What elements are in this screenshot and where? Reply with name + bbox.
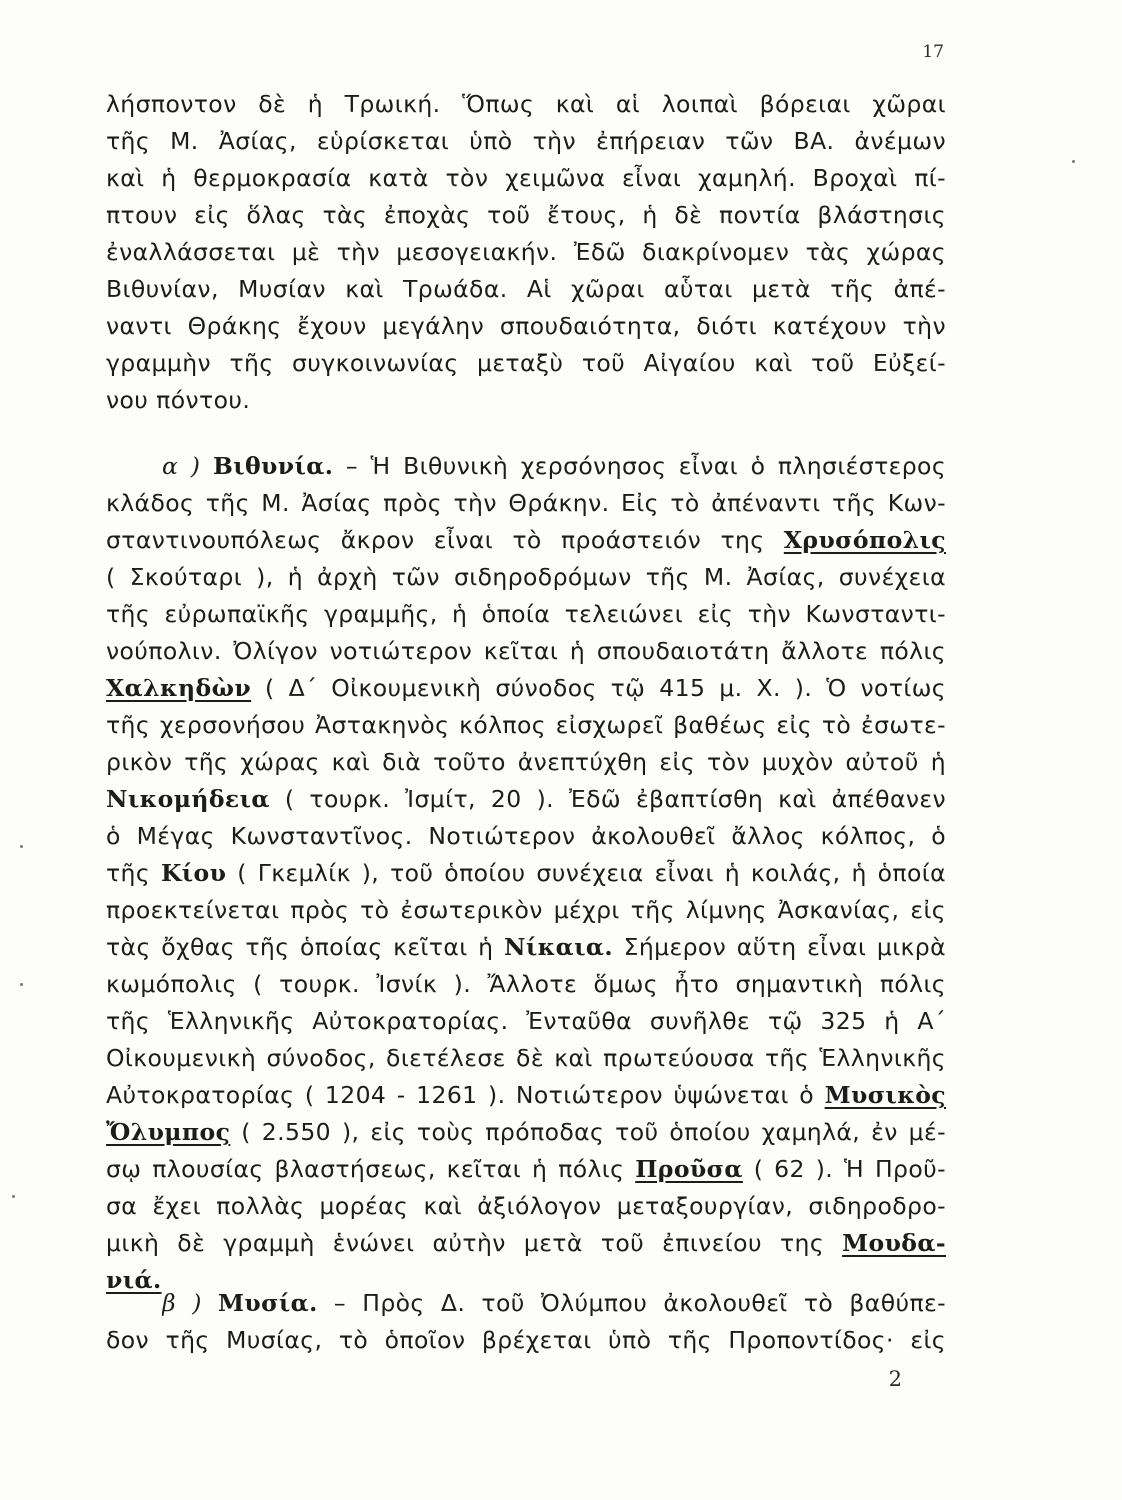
place-name-chalcedon: Χαλκηδὼν bbox=[106, 674, 252, 702]
text-line bbox=[106, 522, 946, 558]
scan-speck bbox=[12, 1195, 15, 1198]
text-line: ναντι Θράκης ἔχουν μεγάλην σπουδαιότητα, διότι κατέχουν τὴν bbox=[106, 312, 946, 340]
text-line: κωμόπολις ( τουρκ. Ἰσνίκ ). Ἄλλοτε ὅμως ἦτο σημαντικὴ πόλις bbox=[106, 970, 946, 998]
place-name-moudania-end: νιά. bbox=[106, 1266, 162, 1294]
section-marker: β ) bbox=[162, 1289, 202, 1317]
text-line bbox=[106, 1077, 946, 1113]
text-line: τῆς εὐρωπαϊκῆς γραμμῆς, ἡ ὁποία τελειώνει εἰς τὴν Κωνσταντι- bbox=[106, 600, 946, 628]
page-number: 17 bbox=[922, 42, 944, 62]
text-run: τῆς bbox=[106, 859, 151, 887]
text-line bbox=[106, 1225, 946, 1261]
text-line: πτουν εἰς ὅλας τὰς ἐποχὰς τοῦ ἔτους, ἡ δὲ ποντία βλάστησις bbox=[106, 201, 946, 229]
text-run: ( 2.550 ), εἰς τοὺς πρόποδας τοῦ ὁποίου χαμηλά, ἐν μέ- bbox=[241, 1118, 946, 1146]
section-marker: α ) bbox=[162, 452, 201, 480]
text-line: καὶ ἡ θερμοκρασία κατὰ τὸν χειμῶνα εἶναι χαμηλή. Βροχαὶ πί- bbox=[106, 164, 946, 192]
scan-speck bbox=[20, 983, 23, 986]
text-run: ( Γκεμλίκ ), τοῦ ὁποίου συνέχεια εἶναι ἡ κοιλάς, ἡ ὁποία bbox=[237, 859, 946, 887]
place-name-mysian-olympus: Μυσικὸς bbox=[824, 1081, 946, 1109]
scan-speck bbox=[1072, 160, 1075, 163]
place-name-nicomedia: Νικομήδεια bbox=[106, 785, 270, 813]
scan-speck bbox=[20, 845, 23, 848]
text-run: τὰς ὄχθας τῆς ὁποίας κεῖται ἡ bbox=[106, 933, 494, 961]
text-line: ( Σκούταρι ), ἡ ἀρχὴ τῶν σιδηροδρόμων τῆς Μ. Ἀσίας, συνέχεια bbox=[106, 563, 946, 591]
text-line: ἐναλλάσσεται μὲ τὴν μεσογειακήν. Ἐδῶ διακρίνομεν τὰς χώρας bbox=[106, 238, 946, 266]
text-line: κλάδος τῆς Μ. Ἀσίας πρὸς τὴν Θράκην. Εἰς τὸ ἀπέναντι τῆς Κων- bbox=[106, 489, 946, 517]
section-heading-line bbox=[162, 1285, 946, 1321]
text-run: ( 62 ). Ἡ Προῦ- bbox=[753, 1155, 946, 1183]
text-run: μικὴ δὲ γραμμὴ ἑνώνει αὐτὴν μετὰ τοῦ ἐπινείου της bbox=[106, 1229, 825, 1257]
text-line bbox=[106, 855, 946, 891]
place-name-nicaea: Νίκαια. bbox=[504, 933, 614, 961]
text-line: νου πόντου. bbox=[106, 386, 251, 414]
text-line: γραμμὴν τῆς συγκοινωνίας μεταξὺ τοῦ Αἰγαίου καὶ τοῦ Εὐξεί- bbox=[106, 349, 946, 377]
place-name-kios: Κίου bbox=[160, 859, 227, 887]
text-line: νούπολιν. Ὀλίγον νοτιώτερον κεῖται ἡ σπουδαιοτάτη ἄλλοτε πόλις bbox=[106, 637, 946, 665]
text-run: – Πρὸς Δ. τοῦ Ὀλύμπου ἀκολουθεῖ τὸ βαθύπε- bbox=[333, 1289, 946, 1317]
text-line: τῆς Ἑλληνικῆς Αὐτοκρατορίας. Ἐνταῦθα συνῆλθε τῷ 325 ἡ Α΄ bbox=[106, 1007, 946, 1035]
section-title: Βιθυνία. bbox=[212, 452, 334, 480]
text-line: σα ἔχει πολλὰς μορέας καὶ ἀξιόλογον μεταξουργίαν, σιδηροδρο- bbox=[106, 1192, 946, 1220]
place-name-prousa: Προῦσα bbox=[635, 1155, 743, 1183]
text-line: δον τῆς Μυσίας, τὸ ὁποῖον βρέχεται ὑπὸ τῆς Προποντίδος· εἰς bbox=[106, 1326, 946, 1354]
text-line: ρικὸν τῆς χώρας καὶ διὰ τοῦτο ἀνεπτύχθη εἰς τὸν μυχὸν αὐτοῦ ἡ bbox=[106, 748, 946, 776]
section-title: Μυσία. bbox=[218, 1289, 318, 1317]
text-line bbox=[106, 929, 946, 965]
text-line: προεκτείνεται πρὸς τὸ ἐσωτερικὸν μέχρι τῆς λίμνης Ἀσκανίας, εἰς bbox=[106, 896, 946, 924]
place-name-chrysopolis: Χρυσόπολις bbox=[783, 526, 946, 554]
place-name-olympus: Ὄλυμπος bbox=[106, 1118, 231, 1146]
text-run: ( Δ΄ Οἰκουμενικὴ σύνοδος τῷ 415 μ. Χ. ). Ὁ νοτίως bbox=[265, 674, 946, 702]
text-run: ( τουρκ. Ἰσμίτ, 20 ). Ἐδῶ ἐβαπτίσθη καὶ ἀπέθανεν bbox=[284, 785, 946, 813]
place-name-moudania: Μουδα- bbox=[842, 1229, 946, 1257]
text-line: Βιθυνίαν, Μυσίαν καὶ Τρωάδα. Αἱ χῶραι αὗται μετὰ τῆς ἀπέ- bbox=[106, 275, 946, 303]
sheet-signature-number: 2 bbox=[888, 1367, 902, 1391]
text-line bbox=[106, 781, 946, 817]
text-line: ὁ Μέγας Κωνσταντῖνος. Νοτιώτερον ἀκολουθεῖ ἄλλος κόλπος, ὁ bbox=[106, 822, 946, 850]
text-line: τῆς Μ. Ἀσίας, εὑρίσκεται ὑπὸ τὴν ἐπήρειαν τῶν ΒΑ. ἀνέμων bbox=[106, 127, 946, 155]
text-run: Αὐτοκρατορίας ( 1204 - 1261 ). Νοτιώτερον ὑψώνεται ὁ bbox=[106, 1081, 815, 1109]
text-line bbox=[106, 670, 946, 706]
text-line: τῆς χερσονήσου Ἀστακηνὸς κόλπος εἰσχωρεῖ βαθέως εἰς τὸ ἐσωτε- bbox=[106, 711, 946, 739]
text-line: λήσποντον δὲ ἡ Τρωική. Ὅπως καὶ αἱ λοιπαὶ βόρειαι χῶραι bbox=[106, 90, 946, 118]
text-run: Σήμερον αὕτη εἶναι μικρὰ bbox=[623, 933, 946, 961]
text-run: – Ἡ Βιθυνικὴ χερσόνησος εἶναι ὁ πλησιέστερος bbox=[345, 452, 946, 480]
text-line bbox=[106, 1114, 946, 1150]
text-run: σταντινουπόλεως ἄκρον εἶναι τὸ προάστειόν της bbox=[106, 526, 765, 554]
section-heading-line bbox=[162, 448, 946, 484]
text-run: σῳ πλουσίας βλαστήσεως, κεῖται ἡ πόλις bbox=[106, 1155, 625, 1183]
text-line bbox=[106, 1151, 946, 1187]
text-line: Οἰκουμενικὴ σύνοδος, διετέλεσε δὲ καὶ πρωτεύουσα τῆς Ἑλληνικῆς bbox=[106, 1044, 946, 1072]
